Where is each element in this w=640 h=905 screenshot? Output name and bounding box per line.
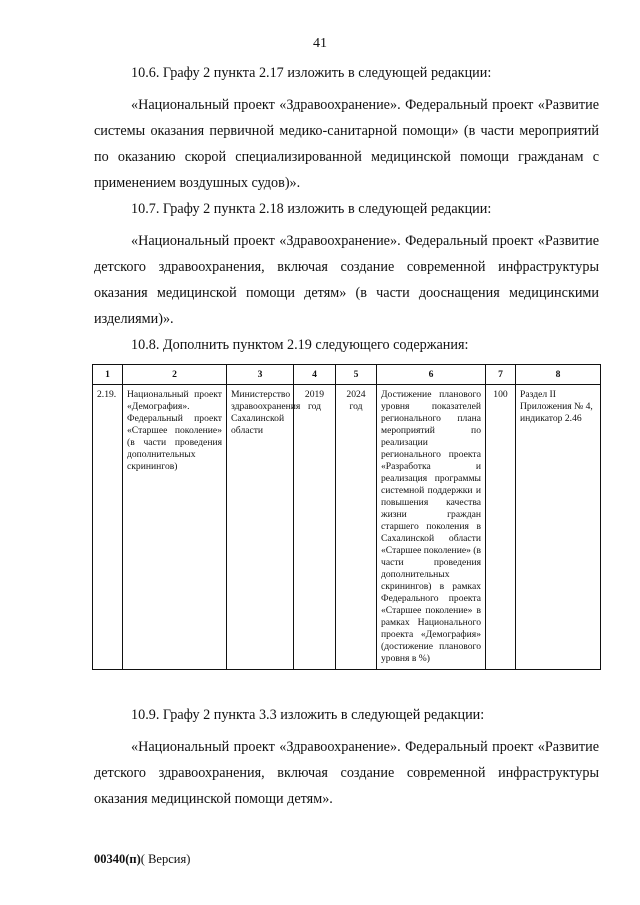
cell-value: 100: [486, 385, 516, 670]
table-header-cell: 5: [336, 365, 377, 385]
table-header-cell: 2: [123, 365, 227, 385]
cell-item-number: 2.19.: [93, 385, 123, 670]
specification-table: [92, 364, 601, 670]
footer-version-label: ( Версия): [140, 852, 191, 866]
cell-end-year: 2024 год: [336, 385, 377, 670]
table-header-row: [93, 365, 601, 385]
cell-ministry: Министерство здравоохранения Сахалинской области: [227, 385, 294, 670]
document-body: [94, 60, 599, 812]
table-header-cell: 8: [516, 365, 601, 385]
footer-code: 00340(п): [94, 852, 141, 866]
paragraph-10-6: 10.6. Графу 2 пункта 2.17 изложить в следующей редакции:: [131, 65, 492, 81]
page-number: 41: [313, 36, 327, 51]
table-header-cell: 4: [294, 365, 336, 385]
cell-project: Национальный проект «Демография». Федеральный проект «Старшее поколение» (в части проведения дополнительных скринингов): [123, 385, 227, 670]
cell-start-year: 2019 год: [294, 385, 336, 670]
table-header-cell: 7: [486, 365, 516, 385]
paragraph-10-8: 10.8. Дополнить пунктом 2.19 следующего содержания:: [131, 337, 469, 353]
paragraph-10-6-text: «Национальный проект «Здравоохранение». Федеральный проект «Развитие системы оказания первичной медико-санитарной помощи» (в части мероприятий по оказанию скорой специализированной медицинской помощи гражданам с применением воздушных судов)».: [94, 97, 599, 191]
table-header-cell: 6: [377, 365, 486, 385]
table-header-cell: 1: [93, 365, 123, 385]
cell-reference: Раздел II Приложения № 4, индикатор 2.46: [516, 385, 601, 670]
paragraph-10-9: 10.9. Графу 2 пункта 3.3 изложить в следующей редакции:: [131, 707, 485, 723]
table-header-cell: 3: [227, 365, 294, 385]
paragraph-10-7-text: «Национальный проект «Здравоохранение». Федеральный проект «Развитие детского здравоохранения, включая создание современной инфраструктуры оказания медицинской помощи детям» (в части дооснащения медицинскими изделиями)».: [94, 233, 599, 327]
paragraph-10-9-text: «Национальный проект «Здравоохранение». Федеральный проект «Развитие детского здравоохранения, включая создание современной инфраструктуры оказания медицинской помощи детям».: [94, 739, 599, 807]
paragraph-10-7: 10.7. Графу 2 пункта 2.18 изложить в следующей редакции:: [131, 201, 492, 217]
document-footer: [94, 852, 190, 867]
cell-goal: Достижение планового уровня показателей регионального плана мероприятий по реализации регионального проекта «Разработка и реализация программы системной поддержки и повышения качества жизни граждан старшего поколения в Сахалинской области «Старшее поколение» (в части проведения дополнительных скринингов) в рамках Федерального проекта «Старшее поколение» в рамках Национального проекта «Демография» (достижение планового уровня в %): [377, 385, 486, 670]
table-row: [93, 385, 601, 670]
